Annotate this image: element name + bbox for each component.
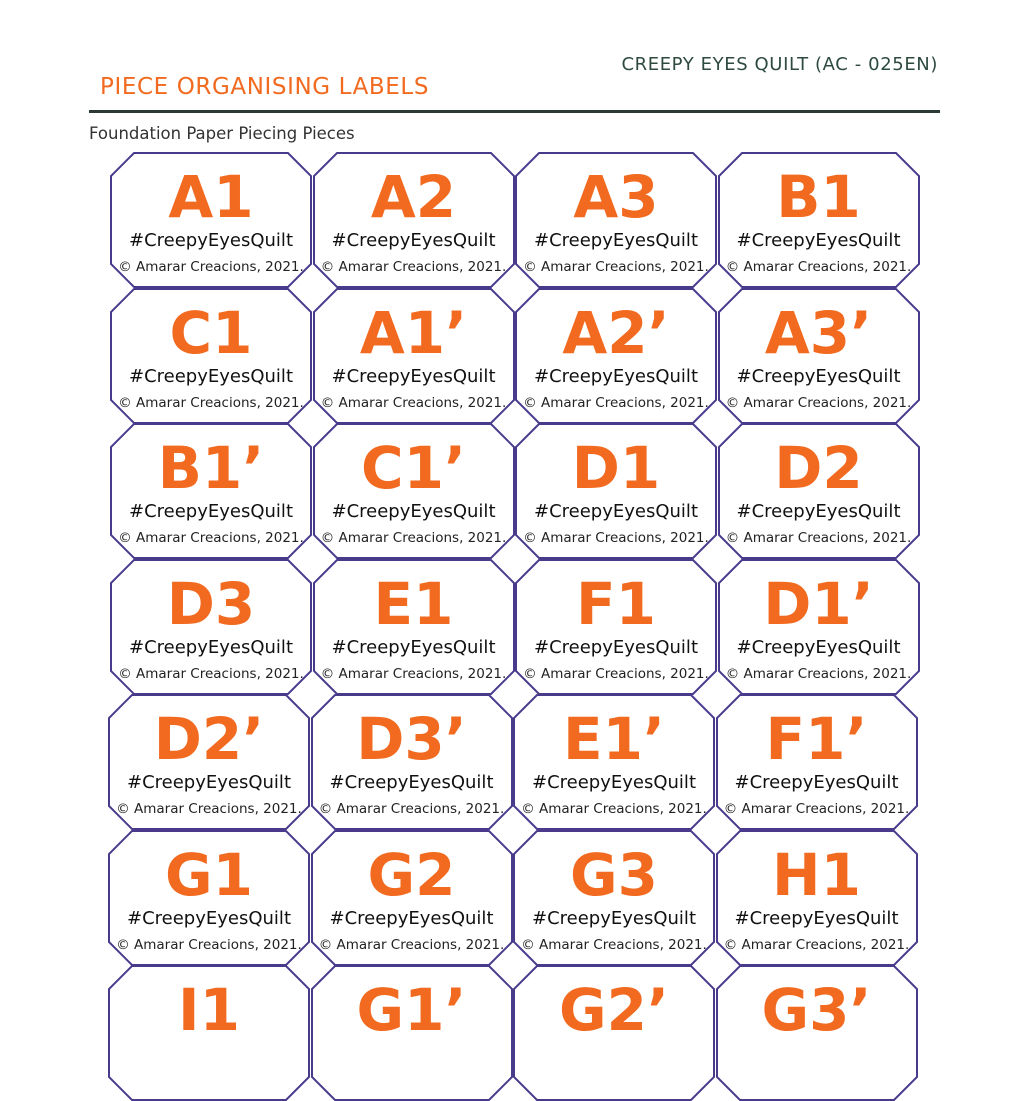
piece-code: A3 <box>573 163 659 231</box>
copyright-notice: © Amarar Creacions, 2021. <box>521 936 707 953</box>
hashtag: #CreepyEyesQuilt <box>736 230 901 251</box>
copyright-notice: © Amarar Creacions, 2021. <box>523 259 709 275</box>
hashtag: #CreepyEyesQuilt <box>736 501 901 522</box>
hashtag: #CreepyEyesQuilt <box>734 907 899 929</box>
piece-label <box>110 288 312 424</box>
piece-label <box>108 965 310 1101</box>
piece-label <box>313 152 515 288</box>
hashtag: #CreepyEyesQuilt <box>736 365 901 387</box>
piece-label <box>513 830 715 966</box>
copyright-notice: © Amarar Creacions, 2021. <box>118 665 304 682</box>
hashtag: #CreepyEyesQuilt <box>534 365 698 387</box>
hashtag: #CreepyEyesQuilt <box>734 772 899 793</box>
piece-label <box>515 423 717 559</box>
piece-code: B1 <box>776 163 861 231</box>
copyright-notice: © Amarar Creacions, 2021. <box>318 936 505 953</box>
piece-code: A1’ <box>359 298 468 367</box>
piece-code: A2 <box>370 163 457 231</box>
page-title: PIECE ORGANISING LABELS <box>100 74 430 100</box>
hashtag: #CreepyEyesQuilt <box>534 636 698 658</box>
hashtag: #CreepyEyesQuilt <box>331 636 496 658</box>
piece-label <box>716 830 918 966</box>
copyright-notice: © Amarar Creacions, 2021. <box>320 665 507 682</box>
piece-code: F1’ <box>765 705 868 773</box>
copyright-notice: © Amarar Creacions, 2021. <box>118 394 304 411</box>
piece-label <box>311 965 513 1101</box>
piece-label <box>515 152 717 288</box>
copyright-notice: © Amarar Creacions, 2021. <box>116 936 302 953</box>
piece-code: A2’ <box>562 298 670 367</box>
copyright-notice: © Amarar Creacions, 2021. <box>725 530 912 546</box>
piece-label <box>718 152 920 288</box>
piece-code: F1 <box>576 569 656 638</box>
piece-code: C1 <box>169 298 253 367</box>
piece-code: E1 <box>373 569 454 638</box>
piece-code: E1’ <box>562 705 665 773</box>
piece-code: D1’ <box>763 569 874 638</box>
hashtag: #CreepyEyesQuilt <box>129 501 293 522</box>
hashtag: #CreepyEyesQuilt <box>329 907 494 929</box>
piece-code: G2’ <box>559 976 669 1044</box>
copyright-notice: © Amarar Creacions, 2021. <box>116 801 302 817</box>
piece-code: G1’ <box>356 976 467 1044</box>
copyright-notice: © Amarar Creacions, 2021. <box>725 394 912 411</box>
hashtag: #CreepyEyesQuilt <box>331 501 496 522</box>
piece-label <box>515 288 717 424</box>
piece-label <box>313 423 515 559</box>
piece-label <box>716 965 918 1101</box>
copyright-notice: © Amarar Creacions, 2021. <box>318 801 505 817</box>
piece-code: D2 <box>774 434 863 502</box>
piece-code: G1 <box>165 840 253 909</box>
piece-label <box>513 965 715 1101</box>
piece-label <box>718 559 920 695</box>
copyright-notice: © Amarar Creacions, 2021. <box>723 936 910 953</box>
hashtag: #CreepyEyesQuilt <box>534 501 698 522</box>
copyright-notice: © Amarar Creacions, 2021. <box>725 665 912 682</box>
copyright-notice: © Amarar Creacions, 2021. <box>118 530 304 546</box>
piece-code: H1 <box>772 840 861 909</box>
hashtag: #CreepyEyesQuilt <box>331 230 496 251</box>
piece-label <box>718 423 920 559</box>
copyright-notice: © Amarar Creacions, 2021. <box>320 530 507 546</box>
piece-label <box>110 559 312 695</box>
hashtag: #CreepyEyesQuilt <box>329 772 494 793</box>
piece-label <box>108 830 310 966</box>
copyright-notice: © Amarar Creacions, 2021. <box>523 394 709 411</box>
piece-code: D2’ <box>153 705 265 773</box>
copyright-notice: © Amarar Creacions, 2021. <box>320 394 507 411</box>
piece-label <box>513 694 715 830</box>
piece-label <box>718 288 920 424</box>
piece-label <box>108 694 310 830</box>
copyright-notice: © Amarar Creacions, 2021. <box>725 259 912 275</box>
piece-label <box>110 152 312 288</box>
document-code: CREEPY EYES QUILT (AC - 025EN) <box>621 54 938 75</box>
hashtag: #CreepyEyesQuilt <box>736 636 901 658</box>
copyright-notice: © Amarar Creacions, 2021. <box>523 530 709 546</box>
piece-code: A3’ <box>764 298 873 367</box>
piece-code: G3’ <box>761 976 872 1044</box>
copyright-notice: © Amarar Creacions, 2021. <box>723 801 910 817</box>
hashtag: #CreepyEyesQuilt <box>331 365 496 387</box>
piece-label <box>313 288 515 424</box>
copyright-notice: © Amarar Creacions, 2021. <box>523 665 709 682</box>
copyright-notice: © Amarar Creacions, 2021. <box>118 259 304 275</box>
hashtag: #CreepyEyesQuilt <box>129 230 293 251</box>
piece-code: D1 <box>571 434 661 502</box>
piece-code: G3 <box>570 840 658 909</box>
copyright-notice: © Amarar Creacions, 2021. <box>521 801 707 817</box>
piece-code: B1’ <box>157 434 265 502</box>
hashtag: #CreepyEyesQuilt <box>129 636 293 658</box>
piece-code: C1’ <box>361 434 466 502</box>
hashtag: #CreepyEyesQuilt <box>532 907 696 929</box>
hashtag: #CreepyEyesQuilt <box>534 230 698 251</box>
copyright-notice: © Amarar Creacions, 2021. <box>320 259 507 275</box>
piece-code: D3 <box>166 569 256 638</box>
hashtag: #CreepyEyesQuilt <box>127 907 291 929</box>
piece-label <box>716 694 918 830</box>
piece-label <box>515 559 717 695</box>
hashtag: #CreepyEyesQuilt <box>127 772 291 793</box>
piece-code: I1 <box>178 976 240 1044</box>
section-subtitle: Foundation Paper Piecing Pieces <box>89 124 355 143</box>
hashtag: #CreepyEyesQuilt <box>532 772 696 793</box>
piece-code: D3’ <box>356 705 467 773</box>
piece-label <box>110 423 312 559</box>
piece-code: G2 <box>367 840 456 909</box>
piece-code: A1 <box>168 163 254 231</box>
piece-label <box>311 830 513 966</box>
hashtag: #CreepyEyesQuilt <box>129 365 293 387</box>
piece-label <box>311 694 513 830</box>
piece-label <box>313 559 515 695</box>
